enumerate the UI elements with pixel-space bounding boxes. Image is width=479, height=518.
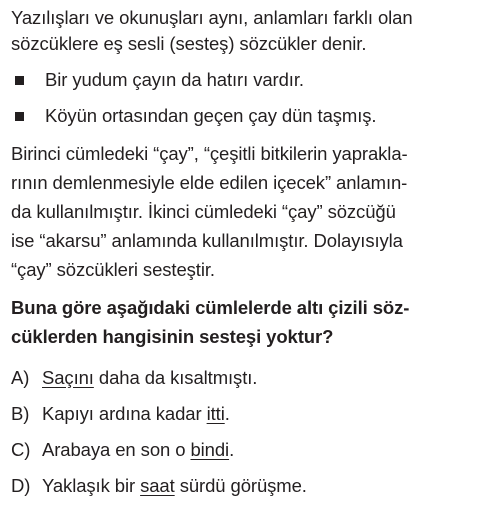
- option-key: A): [11, 367, 30, 388]
- answer-option-b[interactable]: [11, 401, 473, 427]
- question-page: [11, 5, 473, 509]
- square-bullet-icon: [15, 112, 24, 121]
- underlined-word: Saçını: [42, 367, 94, 388]
- intro-text: Yazılışları ve okunuşları aynı, anlamları farklı olan sözcüklere eş sesli (sesteş) sözcükler denir.: [11, 7, 413, 54]
- option-key: D): [11, 475, 31, 496]
- underlined-word: bindi: [190, 439, 230, 460]
- option-text-after: daha da kısaltmıştı.: [93, 367, 258, 388]
- option-text-after: .: [229, 439, 235, 460]
- underlined-word: itti: [206, 403, 225, 424]
- explanation-line: da kullanılmıştır. İkinci cümledeki “çay” sözcüğü: [11, 201, 396, 222]
- question-stem: [11, 293, 473, 351]
- option-text-after: .: [224, 403, 230, 424]
- square-bullet-icon: [15, 76, 24, 85]
- explanation-line: “çay” sözcükleri sesteştir.: [11, 259, 215, 280]
- answer-option-c[interactable]: [11, 437, 473, 463]
- option-text-before: Kapıyı ardına kadar: [42, 403, 207, 424]
- question-line: cüklerden hangisinin sesteşi yoktur?: [11, 326, 334, 347]
- answer-option-a[interactable]: [11, 365, 473, 391]
- option-key: B): [11, 403, 30, 424]
- option-key: C): [11, 439, 31, 460]
- example-item: [11, 103, 473, 129]
- explanation-line: Birinci cümledeki “çay”, “çeşitli bitkilerin yaprakla-: [11, 143, 408, 164]
- example-text: Köyün ortasından geçen çay dün taşmış.: [45, 105, 377, 126]
- option-text-before: Yaklaşık bir: [42, 475, 141, 496]
- option-text-after: sürdü görüşme.: [174, 475, 307, 496]
- explanation-text: [11, 139, 473, 284]
- answer-options: [11, 365, 473, 499]
- option-text-before: Arabaya en son o: [42, 439, 191, 460]
- question-line: Buna göre aşağıdaki cümlelerde altı çizili söz-: [11, 297, 410, 318]
- explanation-line: ise “akarsu” anlamında kullanılmıştır. Dolayısıyla: [11, 230, 403, 251]
- example-item: [11, 67, 473, 93]
- example-text: Bir yudum çayın da hatırı vardır.: [45, 69, 304, 90]
- underlined-word: saat: [140, 475, 175, 496]
- explanation-line: rının demlenmesiyle elde edilen içecek” anlamın-: [11, 172, 408, 193]
- answer-option-d[interactable]: [11, 473, 473, 499]
- example-list: [11, 67, 473, 129]
